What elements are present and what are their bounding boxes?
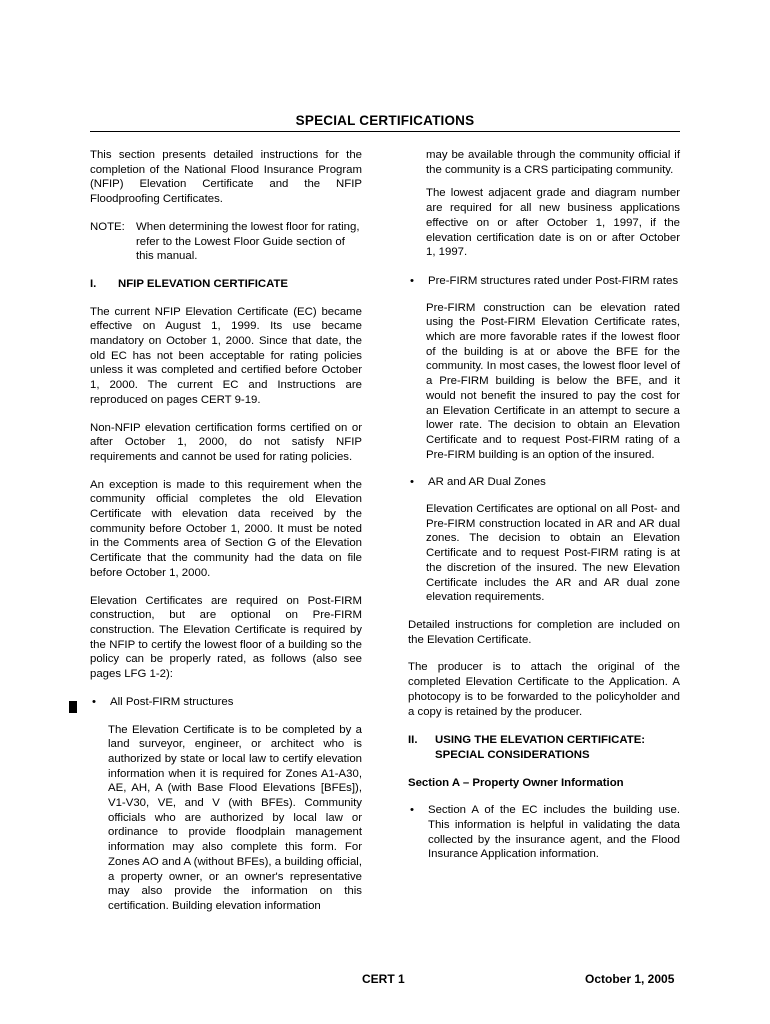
paragraph: Non-NFIP elevation certification forms certified on or after October 1, 2000, do not satisfy NFIP requirements and cannot be used for rating policies. — [90, 421, 362, 463]
bullet-icon: • — [92, 695, 96, 708]
paragraph: The current NFIP Elevation Certificate (EC) became effective on August 1, 1999. Its use became mandatory on October 1, 2000. Since that date, the old EC has not been acceptable for rating policies unless it was completed and certified before October 1, 2000. The current EC and Instructions are reproduced on pages CERT 9-19. — [90, 305, 362, 406]
section-title: NFIP ELEVATION CERTIFICATE — [118, 277, 289, 290]
note-block — [90, 220, 362, 264]
bullet-paragraph: Elevation Certificates are optional on all Post- and Pre-FIRM construction located in AR and AR dual zones. The decision to obtain an Elevation Certificate and to request Post-FIRM rating is at the discretion of the insured. The new Elevation Certificate includes the AR and AR dual zone elevation requirements. — [426, 503, 680, 604]
section-title: USING THE ELEVATION CERTIFICATE: SPECIAL CONSIDERATIONS — [435, 734, 646, 761]
bullet-label: All Post-FIRM structures — [110, 695, 234, 708]
paragraph: Elevation Certificates are required on Post-FIRM construction, but are optional on Pre-FIRM construction. The Elevation Certificate is required by the NFIP to certify the lowest floor of a building so the policy can be properly rated, as follows (also see pages LFG 1-2): — [90, 594, 362, 681]
page-number: CERT 1 — [362, 972, 405, 986]
section-number: I. — [90, 277, 97, 290]
bullet-paragraph: Pre-FIRM construction can be elevation rated using the Post-FIRM Elevation Certificate rates, which are more favorable rates if the lowest floor of the building is at or above the BFE for the community. In most cases, the lowest floor level of a Pre-FIRM building is below the BFE, and it would not benefit the insured to pay the cost for an Elevation Certificate in an attempt to secure a lower rate. The decision to obtain an Elevation Certificate and to request Post-FIRM rating of a Pre-FIRM building is an option of the insured. — [426, 301, 680, 461]
section-number: II. — [408, 734, 418, 747]
section-heading-1 — [90, 277, 362, 292]
bullet-label: AR and AR Dual Zones — [428, 476, 546, 489]
right-column — [408, 148, 680, 862]
bullet-paragraph: The lowest adjacent grade and diagram number are required for all new business applications effective on or after October 1, 1997, if the elevation certification date is on or after October 1, 1997. — [426, 187, 680, 259]
bullet-text: Section A of the EC includes the building use. This information is helpful in validating the data collected by the insurance agent, and the Flood Insurance Application information. — [428, 804, 680, 861]
change-bar-marker — [69, 701, 77, 713]
bullet-icon: • — [410, 804, 414, 817]
paragraph: An exception is made to this requirement when the community official completes the old Elevation Certificate with elevation data received by the community before October 1, 2000. It must be noted in the Comments area of Section G of the Elevation Certificate that the community had the data on file before October 1, 2000. — [90, 478, 362, 579]
bullet-item — [408, 475, 680, 490]
bullet-label: Pre-FIRM structures rated under Post-FIRM rates — [428, 274, 679, 287]
note-text: When determining the lowest floor for rating, refer to the Lowest Floor Guide section of this manual. — [136, 220, 360, 263]
bullet-paragraph: The Elevation Certificate is to be completed by a land surveyor, engineer, or architect who is authorized by state or local law to certify elevation information when it is required for Zones A1-A30, AE, AH, A (with Base Flood Elevations [BFEs]), V1-V30, VE, and V (with BFEs). Community officials who are authorized by local law or ordinance to provide floodplain management information may also complete this form. For Zones AO and A (without BFEs), a building official, a property owner, or an owner's representative may also provide the information on this certification. Building elevation information — [108, 723, 362, 912]
page-title: SPECIAL CERTIFICATIONS — [295, 113, 475, 128]
paragraph: The producer is to attach the original of the completed Elevation Certificate to the Application. A photocopy is to be forwarded to the policyholder and a copy is retained by the producer. — [408, 661, 680, 718]
paragraph: Detailed instructions for completion are included on the Elevation Certificate. — [408, 618, 680, 646]
footer-date: October 1, 2005 — [585, 972, 675, 986]
bullet-item — [408, 803, 680, 862]
bullet-icon: • — [410, 274, 414, 287]
title-rule — [90, 131, 680, 132]
left-column — [90, 148, 362, 914]
bullet-paragraph-continued: may be available through the community official if the community is a CRS participating community. — [426, 149, 680, 176]
note-label: NOTE: — [90, 220, 125, 233]
intro-paragraph: This section presents detailed instructions for the completion of the National Flood Insurance Program (NFIP) Elevation Certificate and the NFIP Floodproofing Certificates. — [90, 149, 362, 206]
bullet-item — [90, 695, 362, 710]
bullet-icon: • — [410, 476, 414, 489]
bullet-item — [408, 274, 680, 289]
subsection-title: Section A – Property Owner Information — [408, 776, 624, 789]
section-heading-2 — [408, 733, 680, 762]
